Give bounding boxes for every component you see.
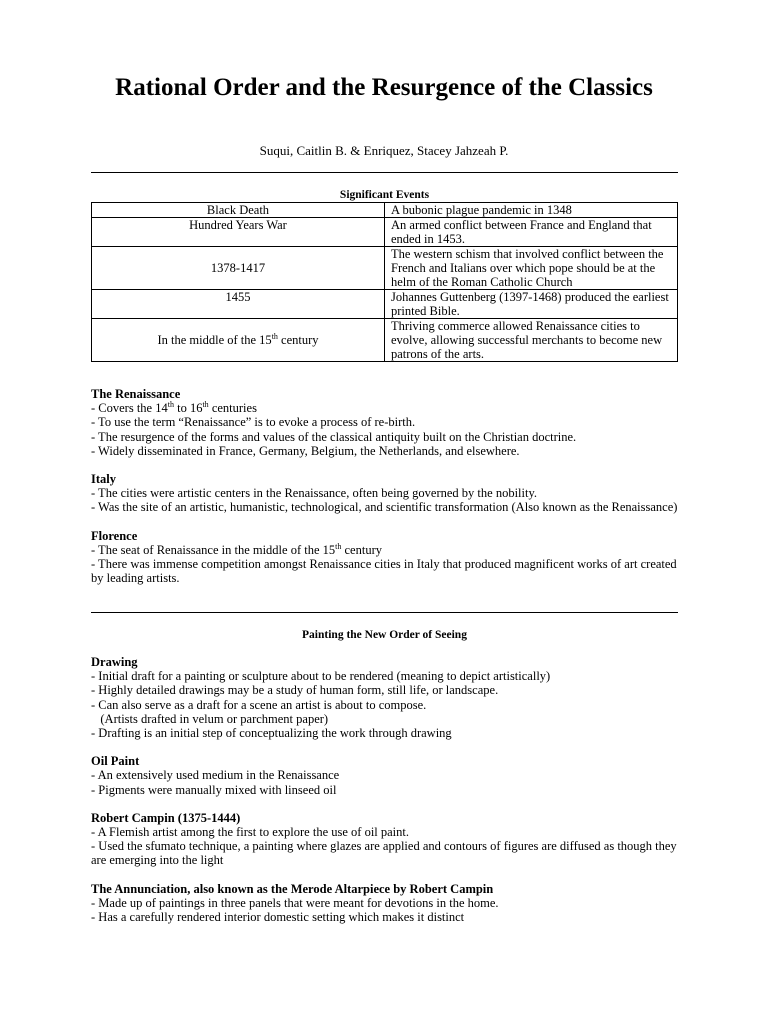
drawing-section [91,655,681,740]
list-item: - To use the term “Renaissance” is to evoke a process of re-birth. [91,415,416,430]
list-item: - Used the sfumato technique, a painting where glazes are applied and contours of figures are diffused as though they are emerging into the light [91,839,677,868]
list-text: to 16 [173,401,203,416]
list-item [91,401,681,415]
events-heading: Significant Events [339,189,430,201]
painting-body [91,655,681,938]
list-item [91,543,681,557]
document-title: Rational Order and the Resurgence of the Classics [115,74,653,101]
list-item: (Artists drafted in velum or parchment paper) [91,711,329,726]
section-heading: The Annunciation, also known as the Merode Altarpiece by Robert Campin [91,881,494,896]
table-row [92,290,678,319]
section-heading: Italy [91,472,116,487]
event-cell: Black Death [92,203,385,218]
section-heading: Robert Campin (1375-1444) [91,810,241,825]
table-row [92,203,678,218]
oil-paint-section [91,754,681,797]
event-description-cell: Thriving commerce allowed Renaissance cities to evolve, allowing successful merchants to become new patrons of the arts. [385,319,678,362]
list-item: - Pigments were manually mixed with linseed oil [91,782,337,797]
painting-heading: Painting the New Order of Seeing [302,629,467,641]
event-text-suffix: century [277,333,319,347]
list-item: - Widely disseminated in France, Germany, Belgium, the Netherlands, and elsewhere. [91,443,520,458]
list-item: - Has a carefully rendered interior domestic setting which makes it distinct [91,910,465,925]
list-item: - Was the site of an artistic, humanistic, technological, and scientific transformation (Also known as the Renaissance) [91,500,678,515]
list-item: - Made up of paintings in three panels that were meant for devotions in the home. [91,895,499,910]
event-cell [92,319,385,362]
list-item: - A Flemish artist among the first to explore the use of oil paint. [91,825,410,840]
event-cell: 1455 [92,290,385,319]
table-row [92,247,678,290]
authors-line: Suqui, Caitlin B. & Enriquez, Stacey Jahzeah P. [259,143,509,158]
list-text: century [341,542,382,557]
list-item: - Can also serve as a draft for a scene an artist is about to compose. [91,697,427,712]
florence-section [91,529,681,586]
list-text: centuries [208,401,257,416]
event-description-cell: A bubonic plague pandemic in 1348 [385,203,678,218]
list-item: - An extensively used medium in the Renaissance [91,768,340,783]
notes-body [91,387,681,599]
section-heading: The Renaissance [91,387,181,401]
campin-section [91,811,681,868]
event-cell: Hundred Years War [92,218,385,247]
event-description-cell: An armed conflict between France and England that ended in 1453. [385,218,678,247]
section-heading: Drawing [91,655,138,669]
renaissance-section [91,387,681,458]
list-text: - The seat of Renaissance in the middle of the 15 [91,542,336,557]
event-text: In the middle of the 15 [157,333,272,347]
italy-section [91,472,681,515]
list-item: - Initial draft for a painting or sculpture about to be rendered (meaning to depict artistically) [91,669,551,684]
list-item: - Drafting is an initial step of conceptualizing the work through drawing [91,726,452,741]
event-description-cell: The western schism that involved conflict between the French and Italians over which pope should be at the helm of the Roman Catholic Church [385,247,678,290]
list-item: - Highly detailed drawings may be a study of human form, still life, or landscape. [91,683,499,698]
table-row [92,218,678,247]
list-text: - Covers the 14 [91,401,168,416]
event-cell: 1378-1417 [92,247,385,290]
section-heading: Florence [91,528,138,543]
superscript: th [335,541,342,551]
divider-top [91,172,678,173]
section-heading: Oil Paint [91,754,140,769]
annunciation-section [91,882,681,925]
superscript: th [202,400,209,410]
list-item: - There was immense competition amongst Renaissance cities in Italy that produced magnificent works of art created by leading artists. [91,557,677,586]
list-item: - The resurgence of the forms and values of the classical antiquity built on the Christian doctrine. [91,429,577,444]
event-superscript: th [271,331,278,341]
superscript: th [167,400,174,410]
list-item: - The cities were artistic centers in the Renaissance, often being governed by the nobility. [91,486,538,501]
divider-middle [91,612,678,613]
event-description-cell: Johannes Guttenberg (1397-1468) produced the earliest printed Bible. [385,290,678,319]
table-row [92,319,678,362]
events-table [91,202,678,362]
